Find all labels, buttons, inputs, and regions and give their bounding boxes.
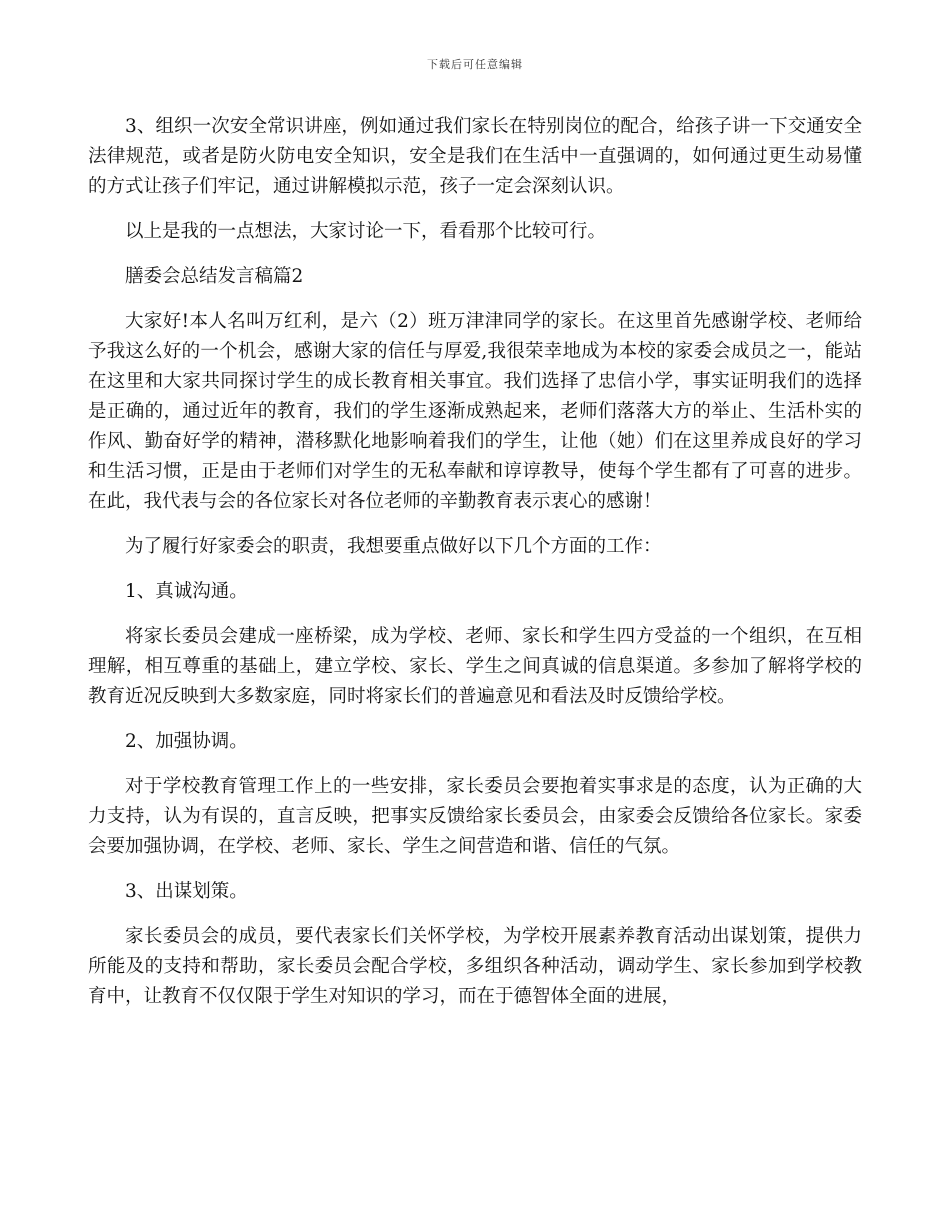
paragraph-introduction: 大家好!本人名叫万红利，是六（2）班万津津同学的家长。在这里首先感谢学校、老师给予我这么好的一个机会，感谢大家的信任与厚爱,我很荣幸地成为本校的家委会成员之一，能站在这里和大家共同探讨学生的成长教育相关事宜。我们选择了忠信小学，事实证明我们的选择是正确的，通过近年的教育，我们的学生逐渐成熟起来，老师们落落大方的举止、生活朴实的作风、勤奋好学的精神，潜移默化地影响着我们的学生，让他（她）们在这里养成良好的学习和生活习惯，正是由于老师们对学生的无私奉献和谆谆教导，使每个学生都有了可喜的进步。在此，我代表与会的各位家长对各位老师的辛勤教育表示衷心的感谢！ xyxy=(88,311,862,512)
section-title: 膳委会总结发言稿篇2 xyxy=(125,266,304,287)
page-header: 下载后可任意编辑 xyxy=(427,58,523,71)
paragraph-strengthen-coordination: 对于学校教育管理工作上的一些安排，家长委员会要抱着实事求是的态度，认为正确的大力支持，认为有误的，直言反映，把事实反馈给家长委员会，由家委会反馈给各位家长。家委会要加强协调，在学校、老师、家长、学生之间营造和谐、信任的气氛。 xyxy=(88,776,862,857)
paragraph-duties-intro: 为了履行好家委会的职责，我想要重点做好以下几个方面的工作： xyxy=(125,536,662,557)
heading-strengthen-coordination: 2、加强协调。 xyxy=(125,731,248,752)
heading-offer-advice: 3、出谋划策。 xyxy=(125,881,248,902)
document-body xyxy=(88,112,862,1027)
paragraph-sincere-communication: 将家长委员会建成一座桥梁，成为学校、老师、家长和学生四方受益的一个组织，在互相理解，相互尊重的基础上，建立学校、家长、学生之间真诚的信息渠道。多参加了解将学校的教育近况反映到大多数家庭，同时将家长们的普遍意见和看法及时反馈给学校。 xyxy=(88,626,862,707)
heading-sincere-communication: 1、真诚沟通。 xyxy=(125,581,248,602)
paragraph-offer-advice: 家长委员会的成员，要代表家长们关怀学校，为学校开展素养教育活动出谋划策，提供力所能及的支持和帮助，家长委员会配合学校，多组织各种活动，调动学生、家长参加到学校教育中，让教育不仅仅限于学生对知识的学习，而在于德智体全面的进展， xyxy=(88,926,862,1007)
paragraph-discussion: 以上是我的一点想法，大家讨论一下，看看那个比较可行。 xyxy=(125,221,607,242)
paragraph-safety-lecture: 3、组织一次安全常识讲座，例如通过我们家长在特别岗位的配合，给孩子讲一下交通安全法律规范，或者是防火防电安全知识，安全是我们在生活中一直强调的，如何通过更生动易懂的方式让孩子们牢记，通过讲解模拟示范，孩子一定会深刻认识。 xyxy=(88,116,862,197)
